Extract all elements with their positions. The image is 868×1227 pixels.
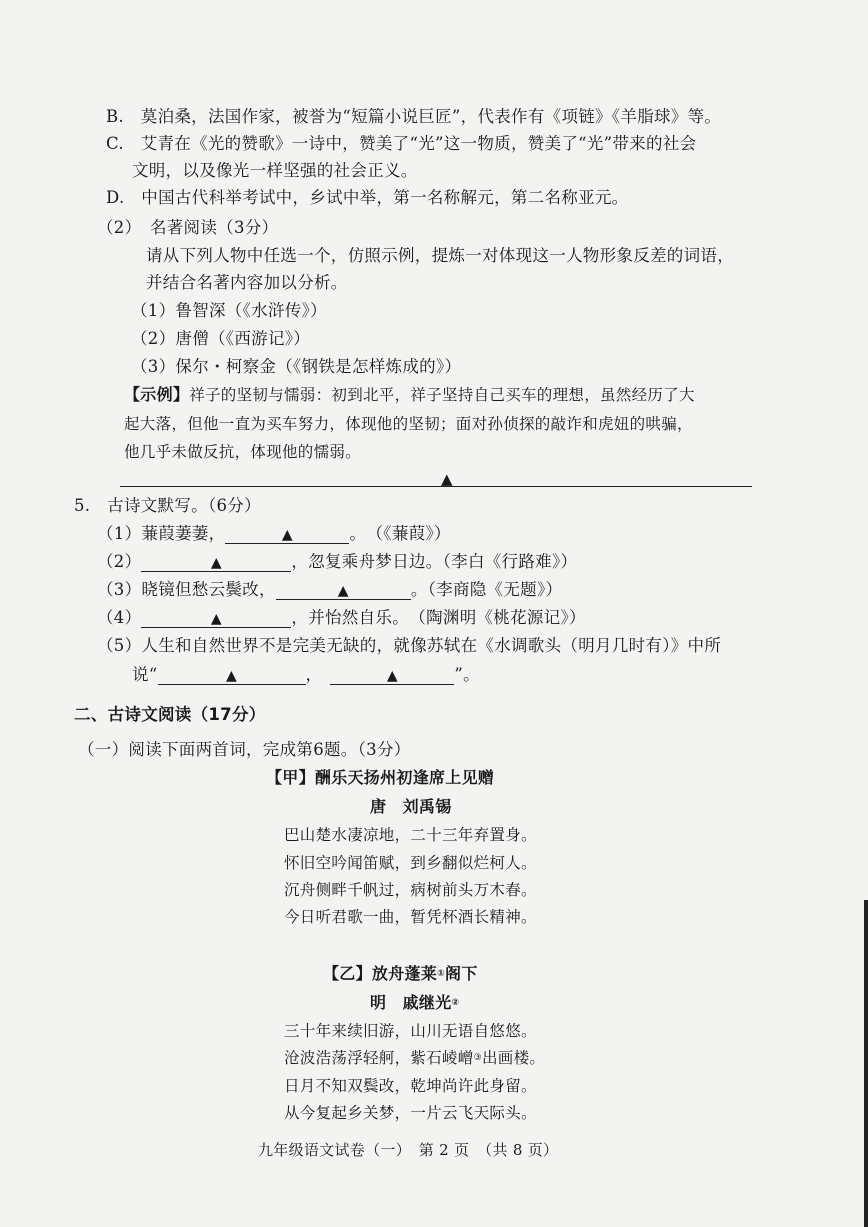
q5-line-4 — [97, 607, 586, 629]
q5-line-1 — [97, 523, 451, 545]
q5-3-prefix: （3）晓镜但愁云鬓改， — [97, 580, 276, 599]
example-text: 祥子的坚韧与懦弱：初到北平，祥子坚持自己买车的理想，虽然经历了大 — [189, 386, 695, 404]
q2-prompt-line2: 并结合名著内容加以分析。 — [146, 273, 348, 292]
triangle-icon: ▲ — [337, 583, 349, 599]
answer-triangle-mark: ▲ — [441, 470, 453, 488]
q2-example-line2: 起大落，但他一直为买车努力，体现他的坚韧；面对孙侦探的敲诈和虎妞的哄骗， — [124, 415, 693, 433]
poem2-line-3: 日月不知双鬓改，乾坤尚许此身留。 — [284, 1077, 537, 1095]
q2-item-3: （3）保尔・柯察金（《钢铁是怎样炼成的》） — [131, 357, 462, 376]
q5-line-2 — [97, 551, 577, 573]
q5-5-close: ”。 — [454, 665, 480, 684]
q5-line-5a: （5）人生和自然世界不是完美无缺的，就像苏轼在《水调歌头（明月几时有）》中所 — [97, 636, 722, 655]
q5-line-5b — [132, 664, 480, 686]
poem2-line-4: 从今复起乡关梦，一片云飞天际头。 — [284, 1104, 537, 1122]
scan-edge — [864, 900, 868, 1227]
poem1-line-1: 巴山楚水凄凉地，二十三年弃置身。 — [284, 826, 537, 844]
q5-5-blank-2[interactable] — [330, 666, 454, 685]
footnote-marker: ③ — [473, 1053, 482, 1063]
poem1-line-2: 怀旧空吟闻笛赋，到乡翻似烂柯人。 — [284, 854, 537, 872]
footnote-marker: ① — [437, 969, 446, 979]
poem2-title-text: 【乙】放舟蓬莱 — [323, 964, 438, 983]
q5-2-prefix: （2） — [97, 552, 142, 571]
poem1-author: 唐 刘禹锡 — [370, 797, 452, 816]
triangle-icon: ▲ — [226, 668, 238, 684]
answer-line[interactable] — [120, 486, 752, 487]
footnote-marker: ② — [451, 998, 460, 1008]
q2-item-1: （1）鲁智深（《水浒传》） — [131, 301, 327, 320]
q5-5-blank-1[interactable] — [158, 666, 306, 685]
q5-line-3 — [97, 579, 562, 601]
q5-2-blank[interactable] — [141, 553, 291, 572]
poem1-line-4: 今日听君歌一曲，暂凭杯酒长精神。 — [284, 908, 537, 926]
poem1-line-3: 沉舟侧畔千帆过，病树前头万木春。 — [284, 881, 537, 899]
q5-5-comma: ， — [305, 665, 323, 684]
q5-3-suffix: 。（李商隐《无题》） — [410, 580, 563, 599]
option-c-line2: 文明，以及像光一样坚强的社会正义。 — [132, 161, 418, 180]
q5-1-blank[interactable] — [225, 525, 349, 544]
q5-4-suffix: ，并怡然自乐。 （陶渊明《桃花源记》） — [291, 608, 586, 627]
option-d: D. 中国古代科举考试中，乡试中举，第一名称解元，第二名称亚元。 — [106, 188, 629, 207]
q5-3-blank[interactable] — [276, 581, 411, 600]
q5-4-blank[interactable] — [141, 609, 291, 628]
q5-heading: 5. 古诗文默写。（6分） — [74, 496, 261, 515]
q2-item-2: （2）唐僧（《西游记》） — [131, 329, 311, 348]
page-footer: 九年级语文试卷（一） 第 2 页 （共 8 页） — [258, 1141, 559, 1159]
triangle-icon: ▲ — [386, 668, 398, 684]
poem2-line-2 — [284, 1047, 545, 1069]
q5-2-suffix: ，忽复乘舟梦日边。（李白《行路难》） — [291, 552, 578, 571]
q2-heading: （2） 名著阅读（3分） — [97, 218, 279, 237]
poem2-title-tail: 阁下 — [445, 964, 478, 983]
triangle-icon: ▲ — [210, 555, 222, 571]
example-label: 【示例】 — [124, 385, 190, 404]
poem2-title — [323, 963, 478, 985]
poem2-author — [370, 992, 459, 1014]
q5-4-prefix: （4） — [97, 608, 142, 627]
poem2-author-text: 明 戚继光 — [370, 993, 452, 1012]
poem1-title: 【甲】酬乐天扬州初逢席上见赠 — [266, 768, 495, 787]
q5-1-suffix: 。 （《蒹葭》） — [349, 524, 451, 543]
triangle-icon: ▲ — [281, 527, 293, 543]
q2-prompt-line1: 请从下列人物中任选一个，仿照示例，提炼一对体现这一人物形象反差的词语， — [146, 246, 734, 265]
q2-example-line1 — [124, 384, 695, 406]
triangle-icon: ▲ — [210, 611, 222, 627]
poem2-line-1: 三十年来续旧游，山川无语自悠悠。 — [284, 1022, 537, 1040]
section-2-title: 二、古诗文阅读（17分） — [74, 705, 266, 724]
q5-1-prefix: （1）蒹葭萋萋， — [97, 524, 226, 543]
q2-example-line3: 他几乎未做反抗，体现他的懦弱。 — [124, 443, 362, 461]
option-b: B. 莫泊桑，法国作家，被誉为“短篇小说巨匠”，代表作有《项链》《羊脂球》等。 — [106, 107, 722, 126]
section-2-subheading: （一）阅读下面两首词，完成第6题。（3分） — [78, 740, 411, 759]
option-c-line1: C. 艾青在《光的赞歌》一诗中，赞美了“光”这一物质，赞美了“光”带来的社会 — [106, 134, 697, 153]
q5-5-open: 说“ — [132, 665, 158, 684]
poem2-line-2-text: 沧波浩荡浮轻舸，紫石崚嶒 — [284, 1049, 474, 1067]
poem2-line-2-tail: 出画楼。 — [481, 1049, 546, 1067]
